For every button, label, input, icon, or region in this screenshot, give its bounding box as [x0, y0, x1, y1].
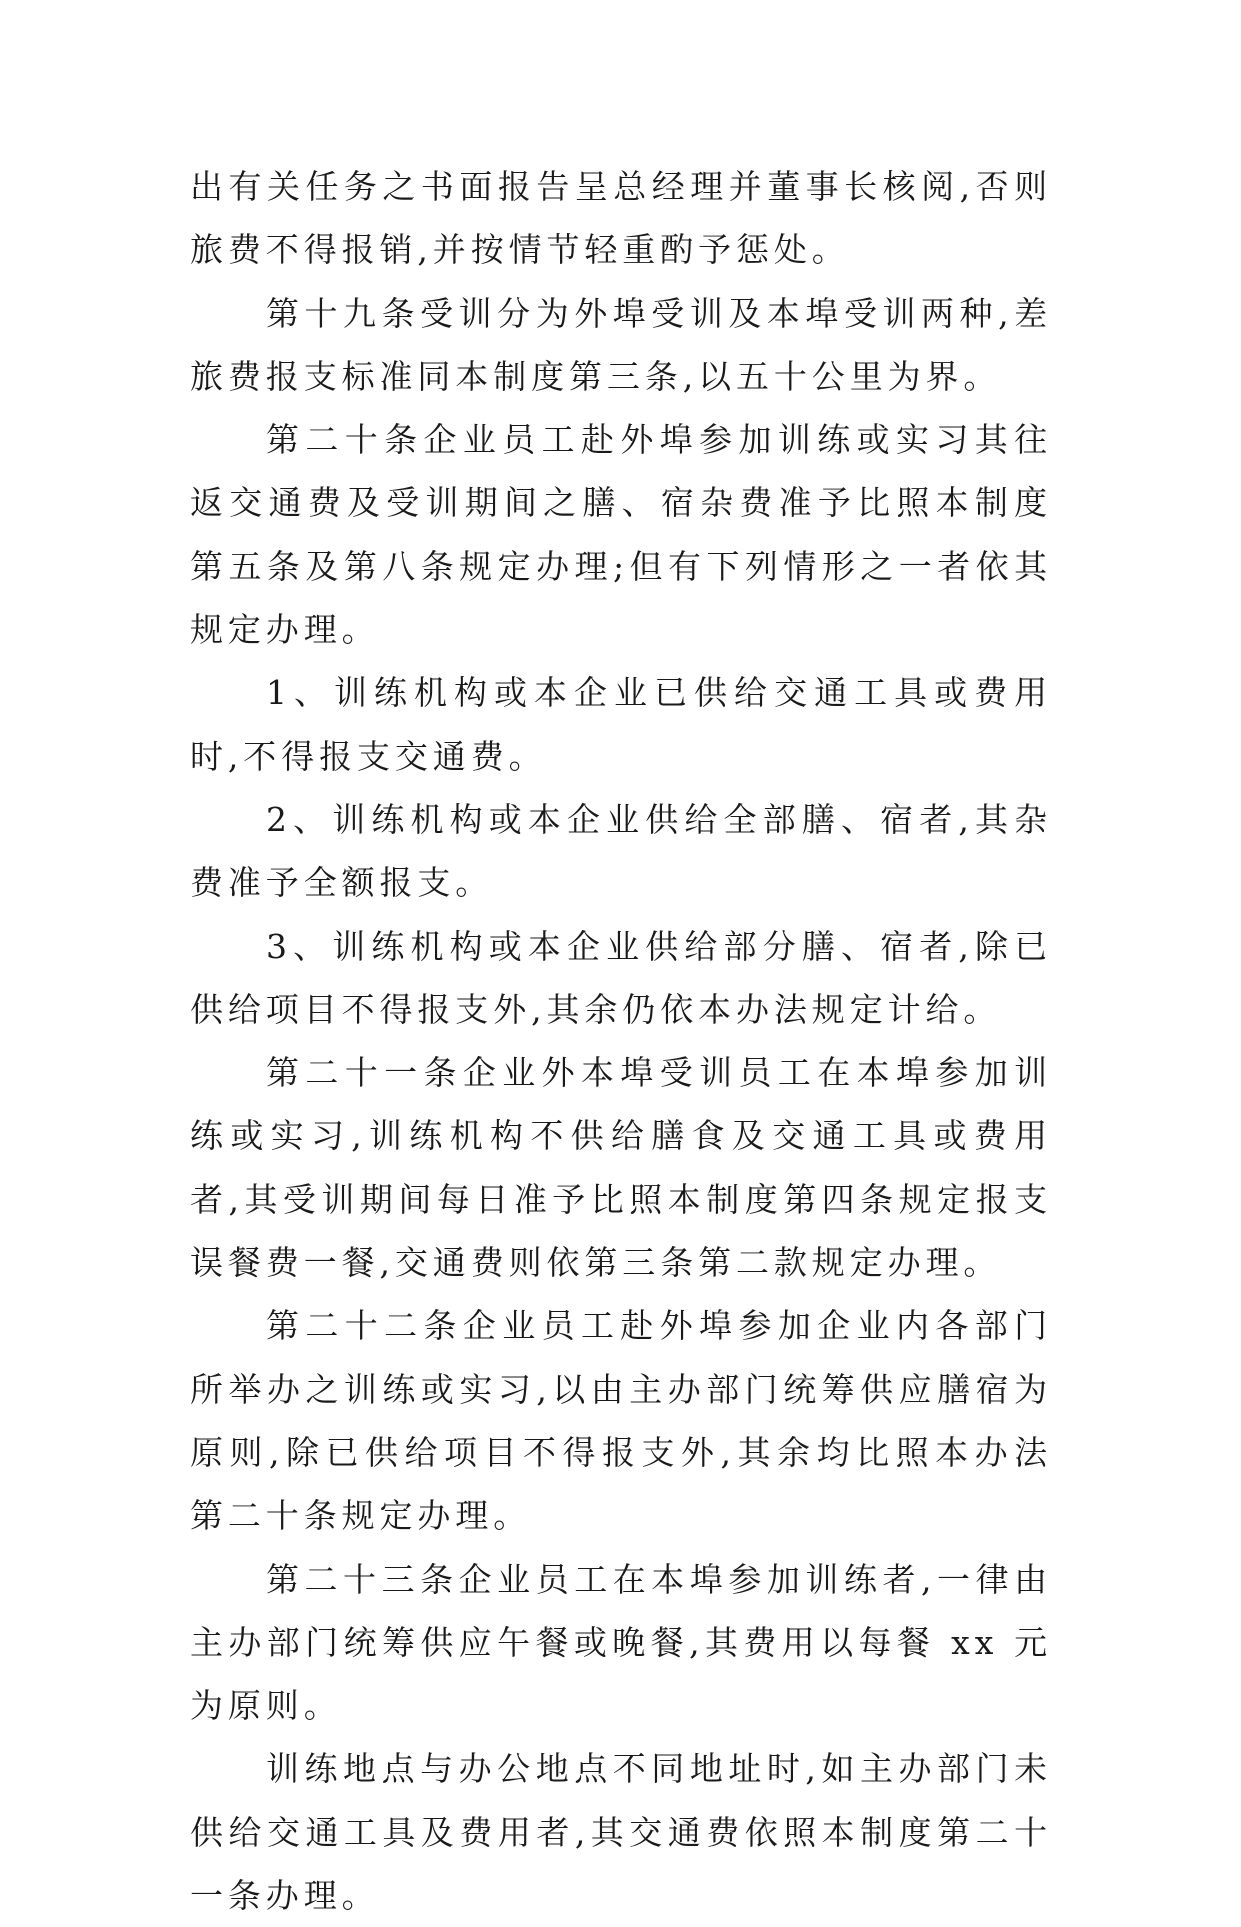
paragraph-continuation: 出有关任务之书面报告呈总经理并董事长核阅,否则旅费不得报销,并按情节轻重酌予惩处。: [190, 167, 1052, 270]
list-item-3: 3、训练机构或本企业供给部分膳、宿者,除已供给项目不得报支外,其余仍依本办法规定计给。: [190, 926, 1052, 1029]
paragraph-article-22: 第二十二条企业员工赴外埠参加企业内各部门所举办之训练或实习,以由主办部门统筹供应膳宿为原则,除已供给项目不得报支外,其余均比照本办法第二十条规定办理。: [190, 1306, 1052, 1536]
paragraph-article-23: 第二十三条企业员工在本埠参加训练者,一律由主办部门统筹供应午餐或晚餐,其费用以每餐 xx 元为原则。: [190, 1559, 1052, 1726]
paragraph-article-20: 第二十条企业员工赴外埠参加训练或实习其往返交通费及受训期间之膳、宿杂费准予比照本制度第五条及第八条规定办理;但有下列情形之一者依其规定办理。: [190, 420, 1052, 650]
paragraph-article-21: 第二十一条企业外本埠受训员工在本埠参加训练或实习,训练机构不供给膳食及交通工具或费用者,其受训期间每日准予比照本制度第四条规定报支误餐费一餐,交通费则依第三条第二款规定办理。: [190, 1053, 1052, 1283]
list-item-1: 1、训练机构或本企业已供给交通工具或费用时,不得报支交通费。: [190, 673, 1052, 776]
paragraph-training-location: 训练地点与办公地点不同地址时,如主办部门未供给交通工具及费用者,其交通费依照本制度第二十一条办理。: [190, 1749, 1052, 1916]
list-item-2: 2、训练机构或本企业供给全部膳、宿者,其杂费准予全额报支。: [190, 799, 1052, 903]
paragraph-article-19: 第十九条受训分为外埠受训及本埠受训两种,差旅费报支标准同本制度第三条,以五十公里为界。: [190, 293, 1052, 396]
document-body: [190, 155, 1052, 1927]
